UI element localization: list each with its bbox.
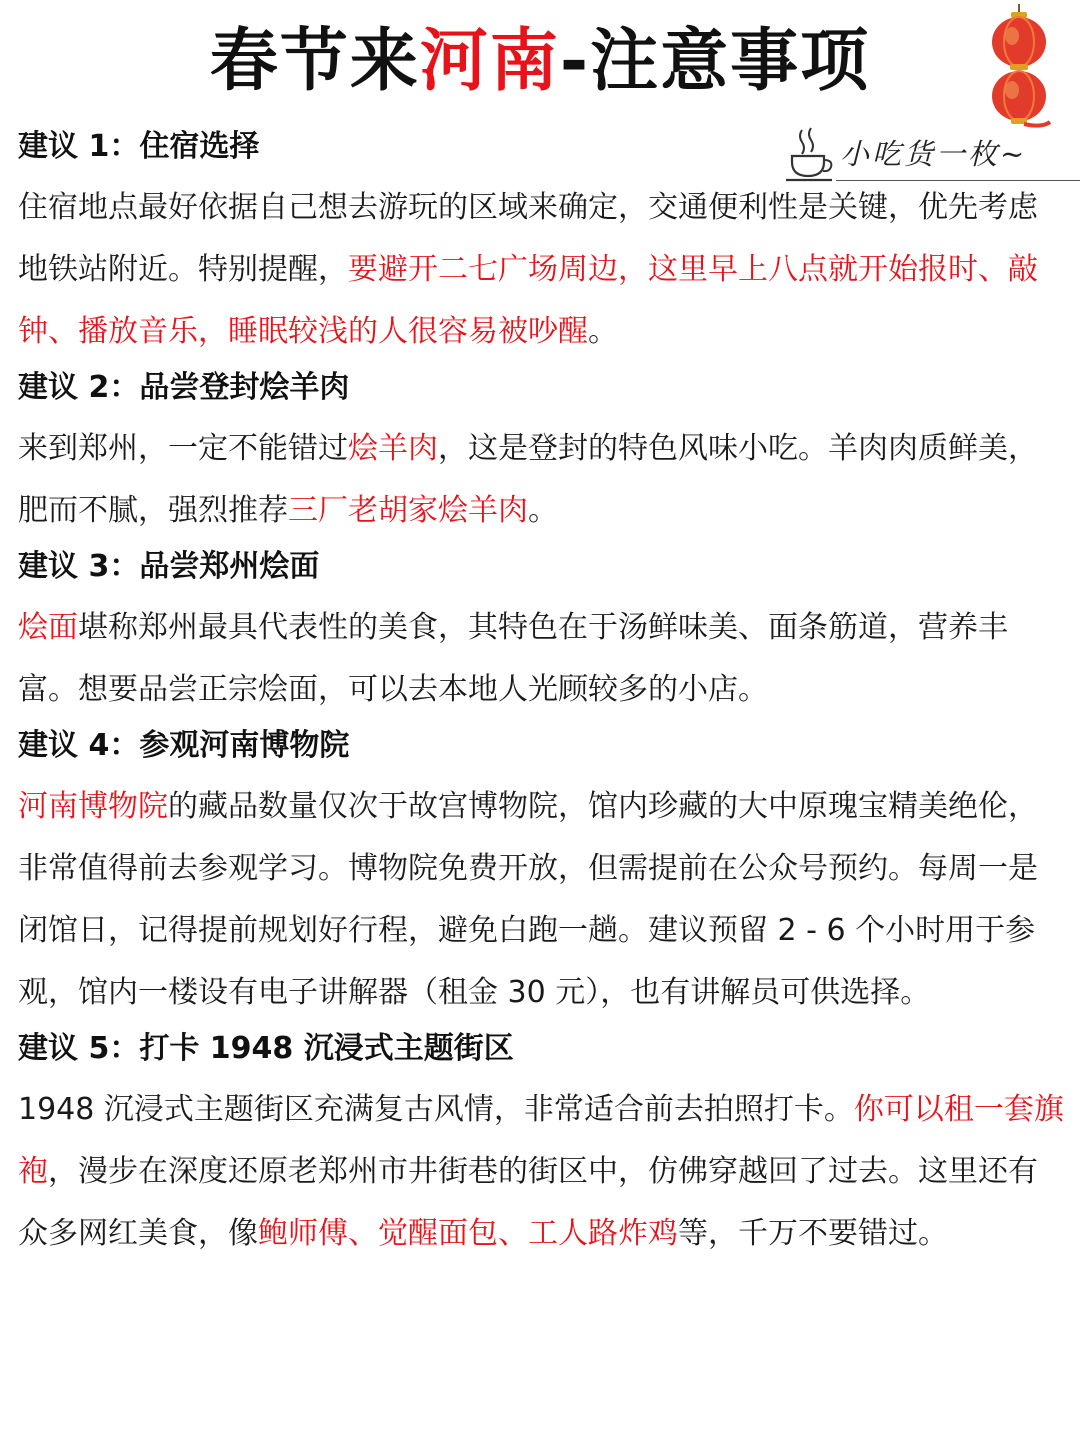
highlighted-text: 河南博物院 [18, 789, 168, 824]
section-paragraph-1 [18, 177, 1064, 363]
paragraph-text: 。 [588, 314, 618, 349]
section-heading-1: 建议 1：住宿选择 [18, 129, 260, 164]
title-highlight: 河南 [419, 22, 560, 101]
title-part-1: 春节来 [209, 22, 420, 101]
section-heading-5: 建议 5：打卡 1948 沉浸式主题街区 [18, 1031, 514, 1066]
page-title [0, 14, 1080, 110]
highlighted-text: 你可以租一套旗袍 [18, 1092, 1064, 1189]
paragraph-text: 住宿地点最好依据自己想去游玩的区域来确定，交通便利性是关键，优先考虑地铁站附近。特别提醒， [18, 190, 1038, 287]
highlighted-text: 烩面 [18, 610, 78, 645]
section-paragraph-5 [18, 1079, 1064, 1265]
section-heading-2: 建议 2：品尝登封烩羊肉 [18, 370, 350, 405]
paragraph-text: 等，千万不要错过。 [678, 1216, 948, 1251]
paragraph-text: 的藏品数量仅次于故宫博物院，馆内珍藏的大中原瑰宝精美绝伦，非常值得前去参观学习。博物院免费开放，但需提前在公众号预约。每周一是闭馆日，记得提前规划好行程，避免白跑一趟。建议预留 2 - 6 个小时用于参观，馆内一楼设有电子讲解器（租金 30 元），也有讲解员可供选择。 [18, 789, 1038, 1010]
paragraph-text: 1948 沉浸式主题街区充满复古风情，非常适合前去拍照打卡。 [18, 1092, 854, 1127]
highlighted-text: 鲍师傅、觉醒面包、工人路炸鸡 [258, 1216, 678, 1251]
title-part-3: -注意事项 [559, 22, 871, 101]
paragraph-text: ，漫步在深度还原老郑州市井街巷的街区中，仿佛穿越回了过去。这里还有众多网红美食，像 [18, 1154, 1038, 1251]
section-heading-3: 建议 3：品尝郑州烩面 [18, 549, 320, 584]
paragraph-text: 堪称郑州最具代表性的美食，其特色在于汤鲜味美、面条筋道，营养丰富。想要品尝正宗烩面，可以去本地人光顾较多的小店。 [18, 610, 1008, 707]
highlighted-text: 烩羊肉 [348, 431, 438, 466]
section-paragraph-2 [18, 418, 1064, 542]
paragraph-text: 。 [528, 493, 558, 528]
paragraph-text: 来到郑州，一定不能错过 [18, 431, 348, 466]
author-name: 小吃货一枚~ [840, 137, 1028, 171]
section-paragraph-3 [18, 597, 1064, 721]
highlighted-text: 要避开二七广场周边，这里早上八点就开始报时、敲钟、播放音乐，睡眠较浅的人很容易被吵醒 [18, 252, 1038, 349]
paragraph-text: ，这是登封的特色风味小吃。羊肉肉质鲜美，肥而不腻，强烈推荐 [18, 431, 1038, 528]
lantern-icon [984, 4, 1054, 134]
section-heading-4: 建议 4：参观河南博物院 [18, 728, 350, 763]
section-paragraph-4 [18, 776, 1064, 1024]
article-body [18, 126, 1064, 1269]
highlighted-text: 三厂老胡家烩羊肉 [288, 493, 528, 528]
